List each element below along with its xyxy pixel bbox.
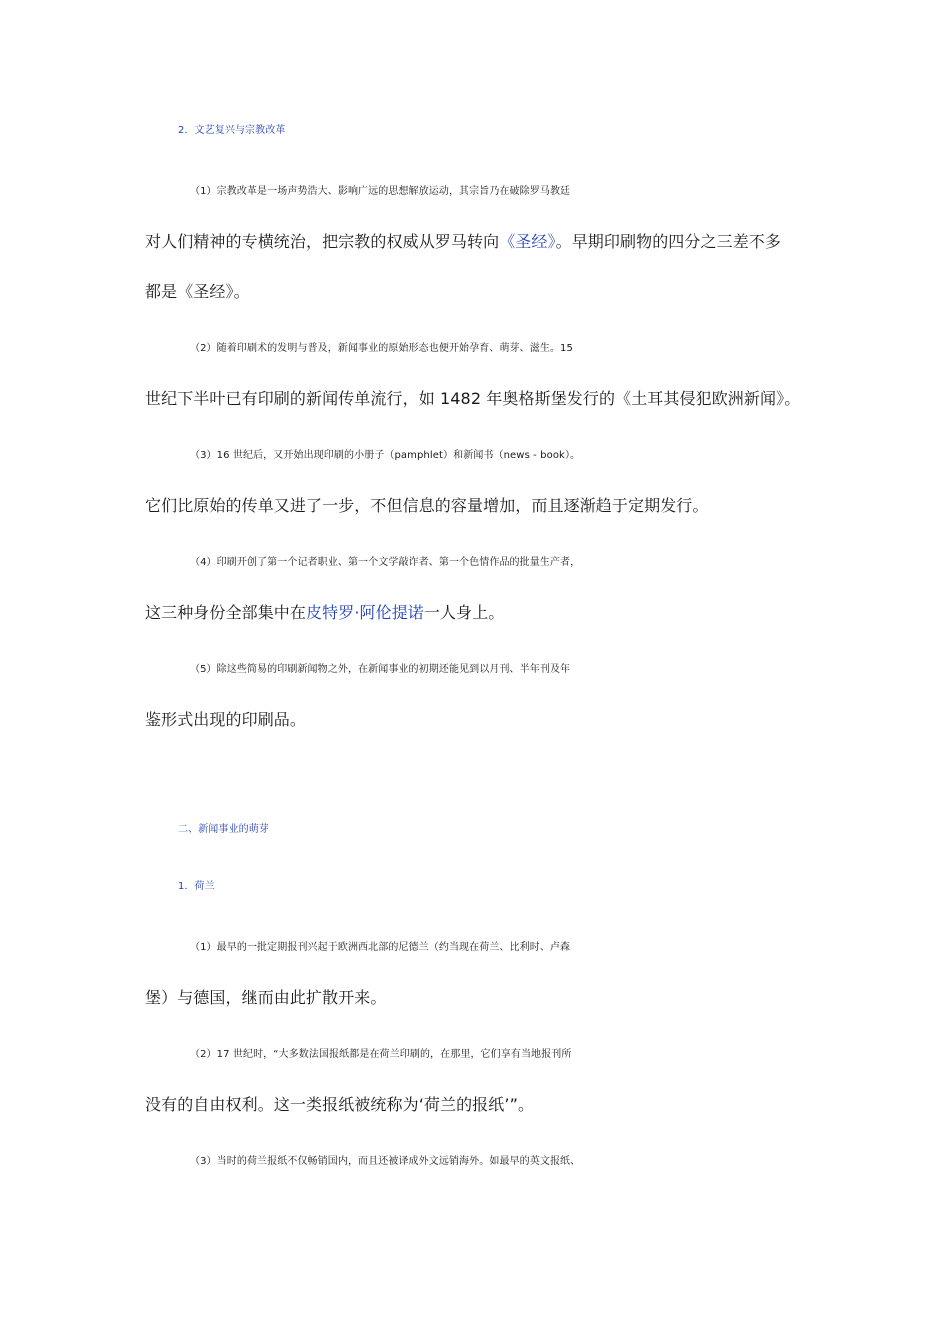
paragraph-3-line-2: 它们比原始的传单又进了一步，不但信息的容量增加，而且逐渐趋于定期发行。 [145, 496, 709, 515]
paragraph-1-line-1: （1）宗教改革是一场声势浩大、影响广远的思想解放运动，其宗旨乃在破除罗马教廷 [190, 186, 571, 197]
paragraph-6-line-1: （1）最早的一批定期报刊兴起于欧洲西北部的尼德兰（约当现在荷兰、比利时、卢森 [190, 942, 571, 953]
paragraph-7-line-1: （2）17 世纪时，“大多数法国报纸都是在荷兰印刷的，在那里，它们享有当地报刊所 [190, 1049, 572, 1060]
paragraph-3-line-1: （3）16 世纪后，又开始出现印刷的小册子（pamphlet）和新闻书（news - book）。 [190, 450, 581, 461]
paragraph-1-line-2 [145, 231, 810, 253]
paragraph-4-text: 一人身上。 [423, 603, 505, 622]
paragraph-4-line-1: （4）印刷开创了第一个记者职业、第一个文学敲诈者、第一个色情作品的批量生产者， [190, 557, 581, 568]
paragraph-4-text: 这三种身份全部集中在 [145, 603, 307, 622]
section-heading-renaissance: 2．文艺复兴与宗教改革 [178, 125, 286, 136]
paragraph-1-text: 。早期印刷物的四分之三差不多 [555, 232, 782, 251]
paragraph-4-line-2 [145, 602, 810, 624]
paragraph-1-line-3: 都是《圣经》。 [145, 282, 250, 301]
paragraph-1-text: 对人们精神的专横统治，把宗教的权威从罗马转向 [145, 232, 500, 251]
section-heading-emergence: 二、新闻事业的萌芽 [178, 824, 269, 835]
paragraph-5-line-2: 鉴形式出现的印刷品。 [145, 710, 307, 729]
paragraph-2-line-2: 世纪下半叶已有印刷的新闻传单流行，如 1482 年奥格斯堡发行的《土耳其侵犯欧洲新闻》。 [145, 389, 801, 408]
bible-link[interactable]: 《圣经》 [499, 232, 556, 251]
aretino-link[interactable]: 皮特罗·阿伦提诺 [306, 603, 424, 622]
paragraph-7-line-2: 没有的自由权利。这一类报纸被统称为‘荷兰的报纸’”。 [145, 1095, 535, 1114]
paragraph-2-line-1: （2）随着印刷术的发明与普及，新闻事业的原始形态也便开始孕育、萌芽、滋生。15 [190, 343, 573, 354]
paragraph-5-line-1: （5）除这些简易的印刷新闻物之外，在新闻事业的初期还能见到以月刊、半年刊及年 [190, 664, 571, 675]
paragraph-6-line-2: 堡）与德国，继而由此扩散开来。 [145, 988, 387, 1007]
subheading-netherlands: 1．荷兰 [178, 881, 215, 892]
paragraph-8-line-1: （3）当时的荷兰报纸不仅畅销国内，而且还被译成外文远销海外。如最早的英文报纸、 [190, 1156, 581, 1167]
